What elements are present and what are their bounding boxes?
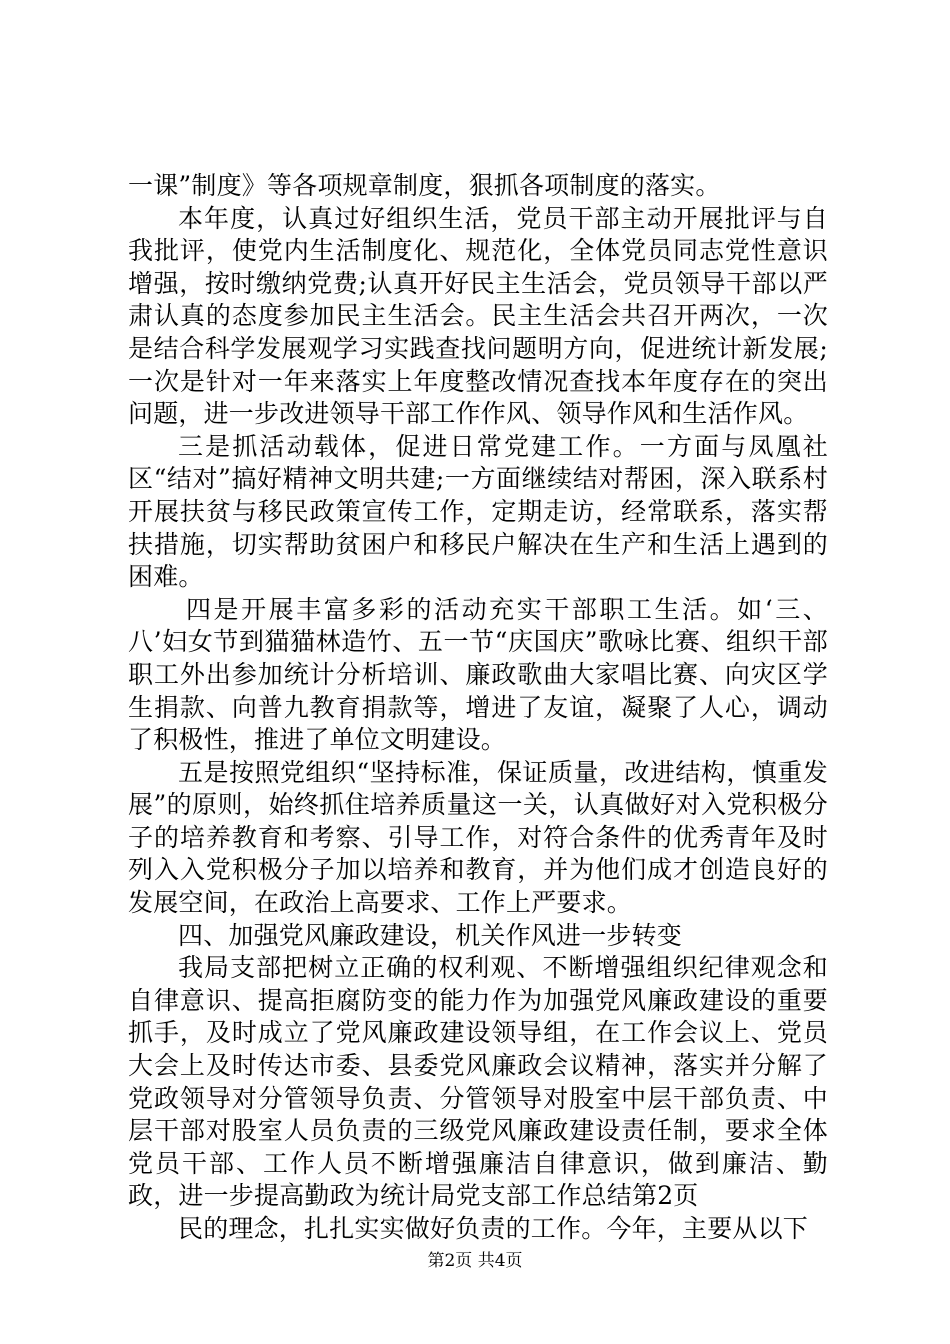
page-footer <box>0 1246 950 1271</box>
page-number-label: 第2页 共4页 <box>427 1251 523 1271</box>
document-body <box>128 170 828 1246</box>
paragraph-continuation: 一课”制度》等各项规章制度，狠抓各项制度的落实。 <box>128 171 721 200</box>
paragraph-anti-corruption: 我局支部把树立正确的权利观、不断增强组织纪律观念和自律意识、提高拒腐防变的能力作为加强党风廉政建设的重要抓手，及时成立了党风廉政建设领导组，在工作会议上、党员大会上及时传达市委、县委党风廉政会议精神，落实并分解了党政领导对分管领导负责、分管领导对股室中层干部负责、中层干部对股室人员负责的三级党风廉政建设责任制，要求全体党员干部、工作人员不断增强廉洁自律意识，做到廉洁、勤政，进一步提高勤政为统计局党支部工作总结第2页 <box>128 953 828 1211</box>
paragraph-party-development: 五是按照党组织“坚持标准，保证质量，改进结构，慎重发展”的原则，始终抓住培养质量这一关，认真做好对入党积极分子的培养教育和考察、引导工作，对符合条件的优秀青年及时列入入党积极分子加以培养和教育，并为他们成才创造良好的发展空间，在政治上高要求、工作上严要求。 <box>128 757 828 918</box>
paragraph-activity-carrier: 三是抓活动载体，促进日常党建工作。一方面与凤凰社区“结对”搞好精神文明共建;一方面继续结对帮困，深入联系村开展扶贫与移民政策宣传工作，定期走访，经常联系，落实帮扶措施，切实帮助贫困户和移民户解决在生产和生活上遇到的困难。 <box>128 431 828 592</box>
section-heading-anti-corruption: 四、加强党风廉政建设，机关作风进一步转变 <box>178 920 683 950</box>
paragraph-staff-activities: 四是开展丰富多彩的活动充实干部职工生活。如‘三、八’妇女节到猫猫林造竹、五一节“庆国庆”歌咏比赛、组织干部职工外出参加统计分析培训、廉政歌曲大家唱比赛、向灾区学生捐款、向普九教育捐款等，增进了友谊，凝聚了人心，调动了积极性，推进了单位文明建设。 <box>128 594 828 755</box>
paragraph-continued: 民的理念，扎扎实实做好负责的工作。今年，主要从以下 <box>178 1214 809 1243</box>
paragraph-organizational-life: 本年度，认真过好组织生活，党员干部主动开展批评与自我批评，使党内生活制度化、规范化，全体党员同志党性意识增强，按时缴纳党费;认真开好民主生活会，党员领导干部以严肃认真的态度参加民主生活会。民主生活会共召开两次，一次是结合科学发展观学习实践查找问题明方向，促进统计新发展;一次是针对一年来落实上年度整改情况查找本年度存在的突出问题，进一步改进领导干部工作作风、领导作风和生活作风。 <box>128 203 828 429</box>
